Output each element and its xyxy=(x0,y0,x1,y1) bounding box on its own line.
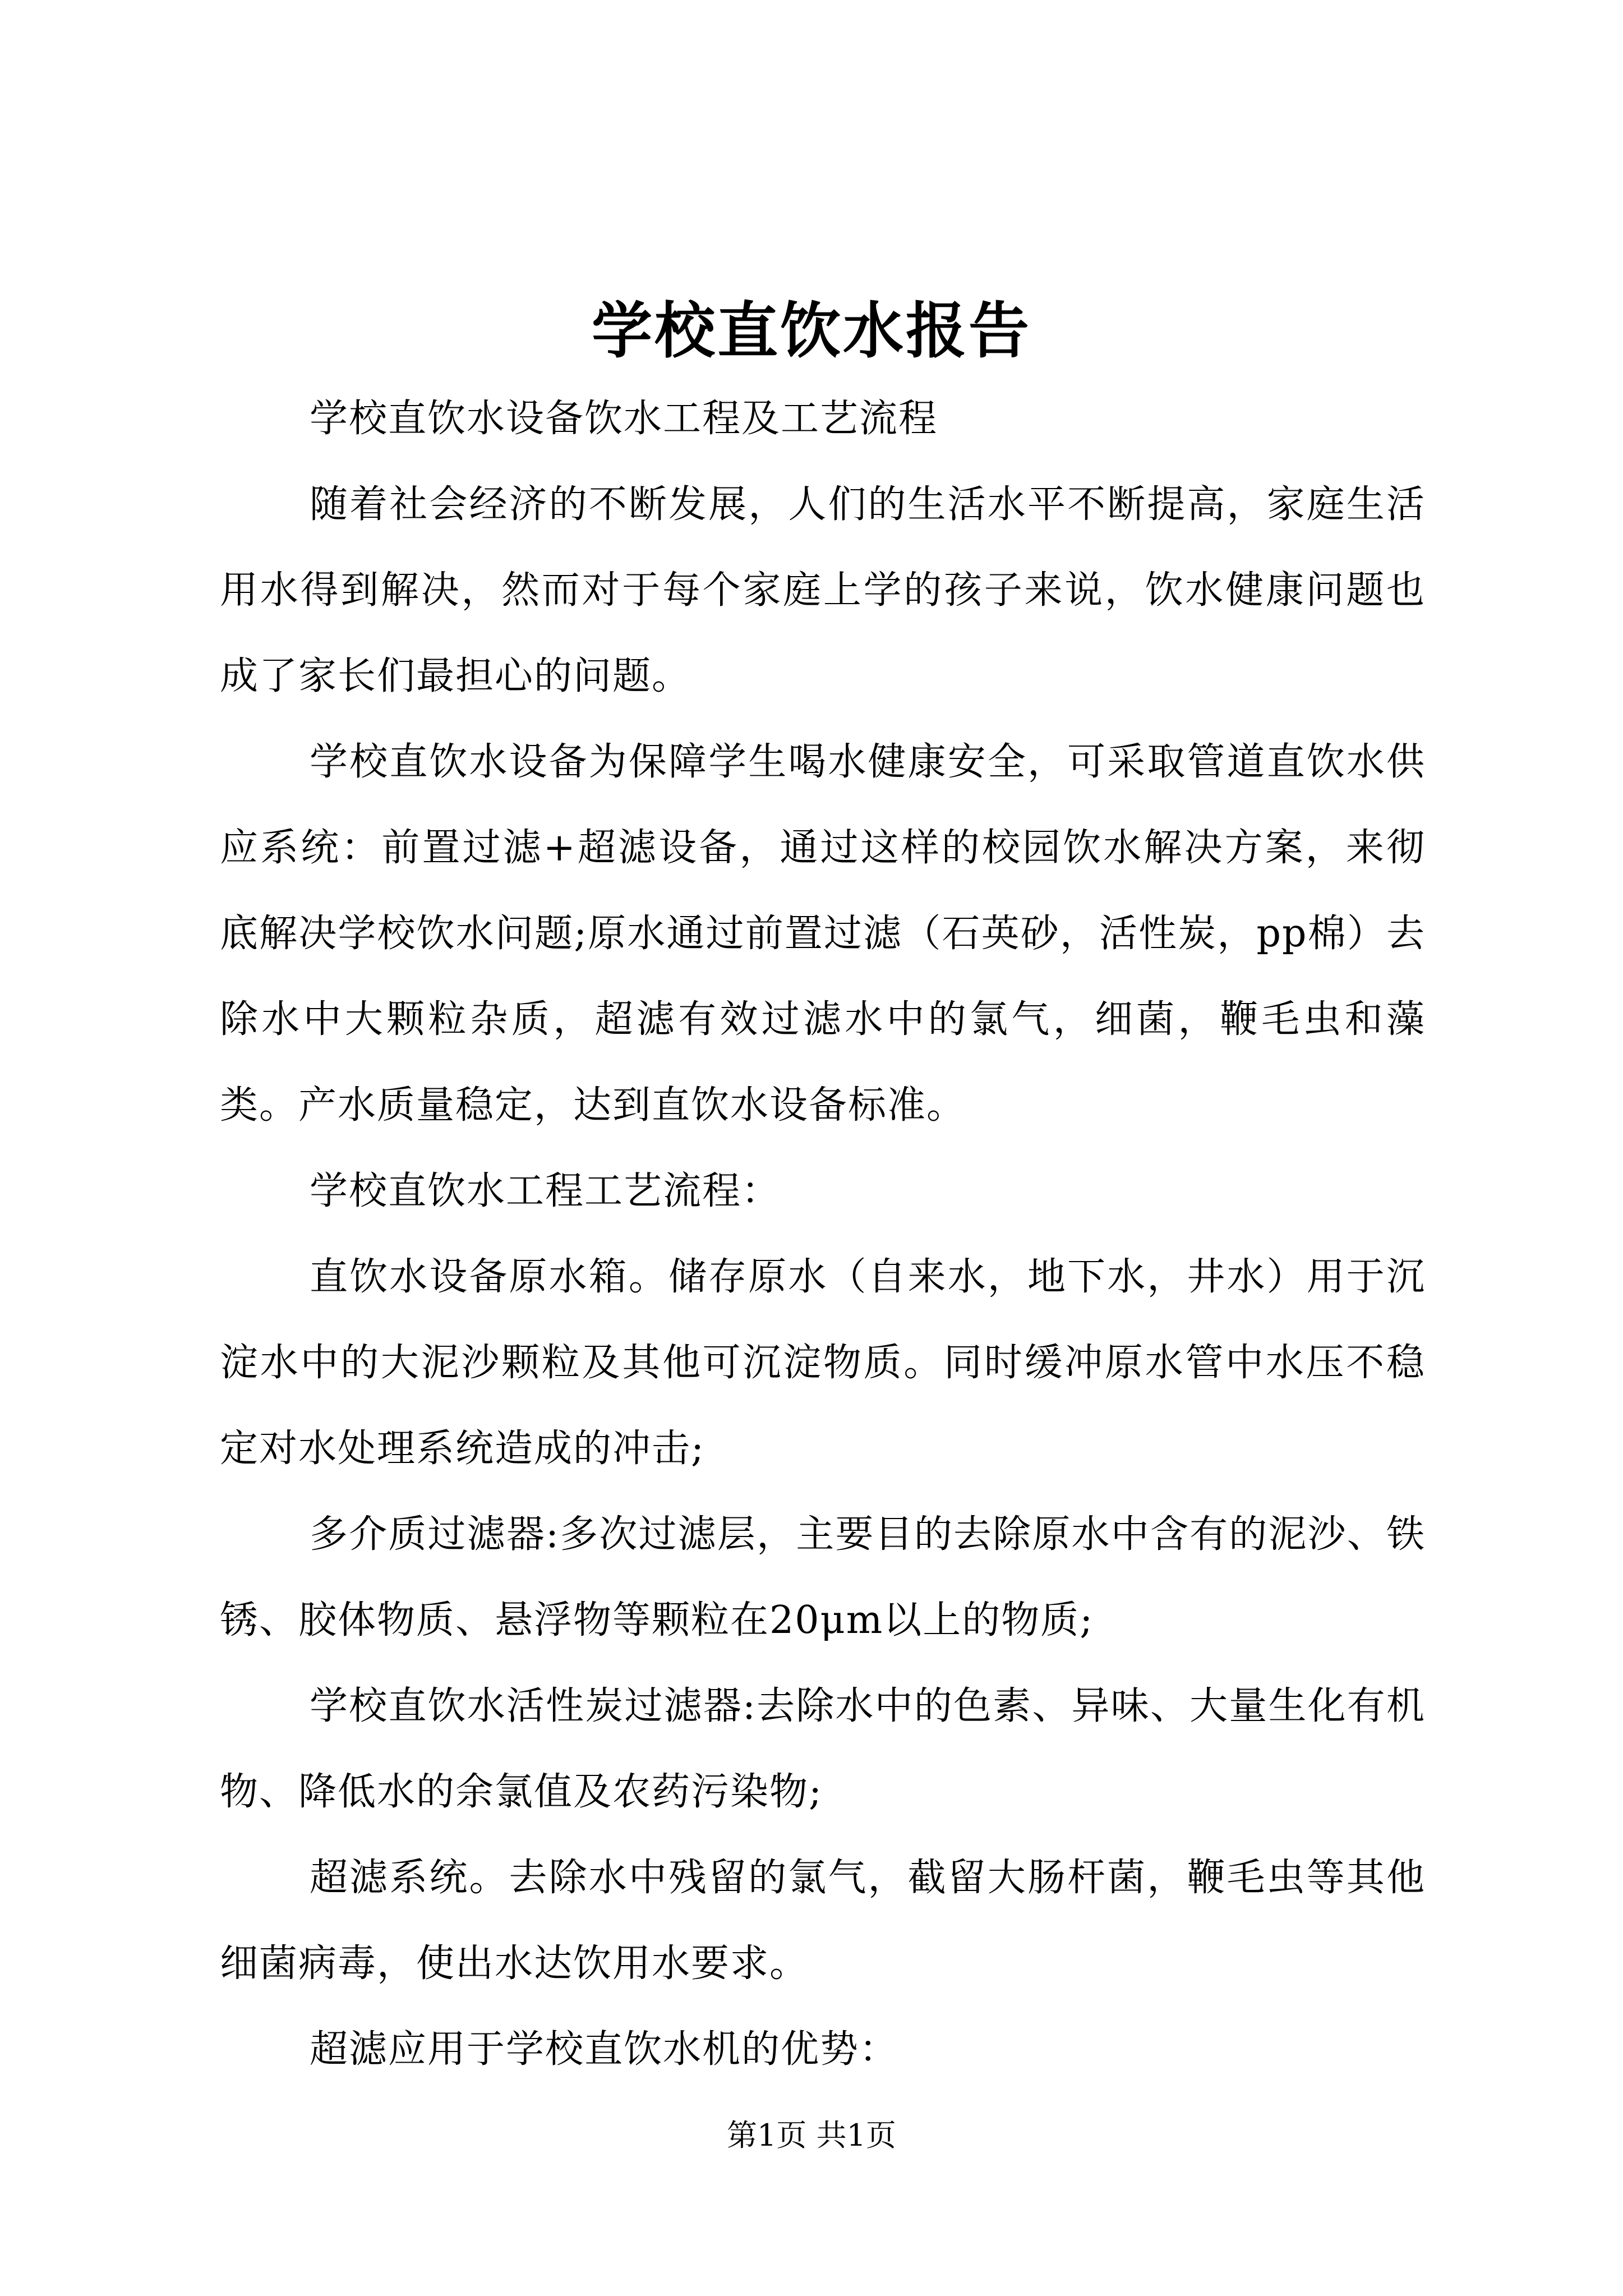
paragraph-carbon-filter: 学校直饮水活性炭过滤器:去除水中的色素、异味、大量生化有机物、降低水的余氯值及农药污染物; xyxy=(220,1684,1426,1814)
paragraph-subtitle: 学校直饮水设备饮水工程及工艺流程 xyxy=(310,397,938,441)
paragraph-multimedia-filter: 多介质过滤器:多次过滤层，主要目的去除原水中含有的泥沙、铁锈、胶体物质、悬浮物等颗粒在20μm以上的物质; xyxy=(220,1512,1426,1642)
page-number-footer: 第1页 共1页 xyxy=(727,2118,896,2153)
paragraph-intro: 随着社会经济的不断发展，人们的生活水平不断提高，家庭生活用水得到解决，然而对于每个家庭上学的孩子来说，饮水健康问题也成了家长们最担心的问题。 xyxy=(220,482,1426,698)
paragraph-raw-water-tank: 直饮水设备原水箱。储存原水（自来水，地下水，井水）用于沉淀水中的大泥沙颗粒及其他可沉淀物质。同时缓冲原水管中水压不稳定对水处理系统造成的冲击; xyxy=(220,1255,1426,1471)
paragraph-system: 学校直饮水设备为保障学生喝水健康安全，可采取管道直饮水供应系统：前置过滤+超滤设备，通过这样的校园饮水解决方案，来彻底解决学校饮水问题;原水通过前置过滤（石英砂，活性炭，pp棉）去除水中大颗粒杂质，超滤有效过滤水中的氯气，细菌，鞭毛虫和藻类。产水质量稳定，达到直饮水设备标准。 xyxy=(220,740,1426,1128)
document-title: 学校直饮水报告 xyxy=(591,296,1031,366)
paragraph-process-heading: 学校直饮水工程工艺流程： xyxy=(310,1169,781,1213)
paragraph-ultrafiltration: 超滤系统。去除水中残留的氯气，截留大肠杆菌，鞭毛虫等其他细菌病毒，使出水达饮用水要求。 xyxy=(220,1856,1426,1986)
paragraph-advantages-heading: 超滤应用于学校直饮水机的优势： xyxy=(310,2027,899,2072)
